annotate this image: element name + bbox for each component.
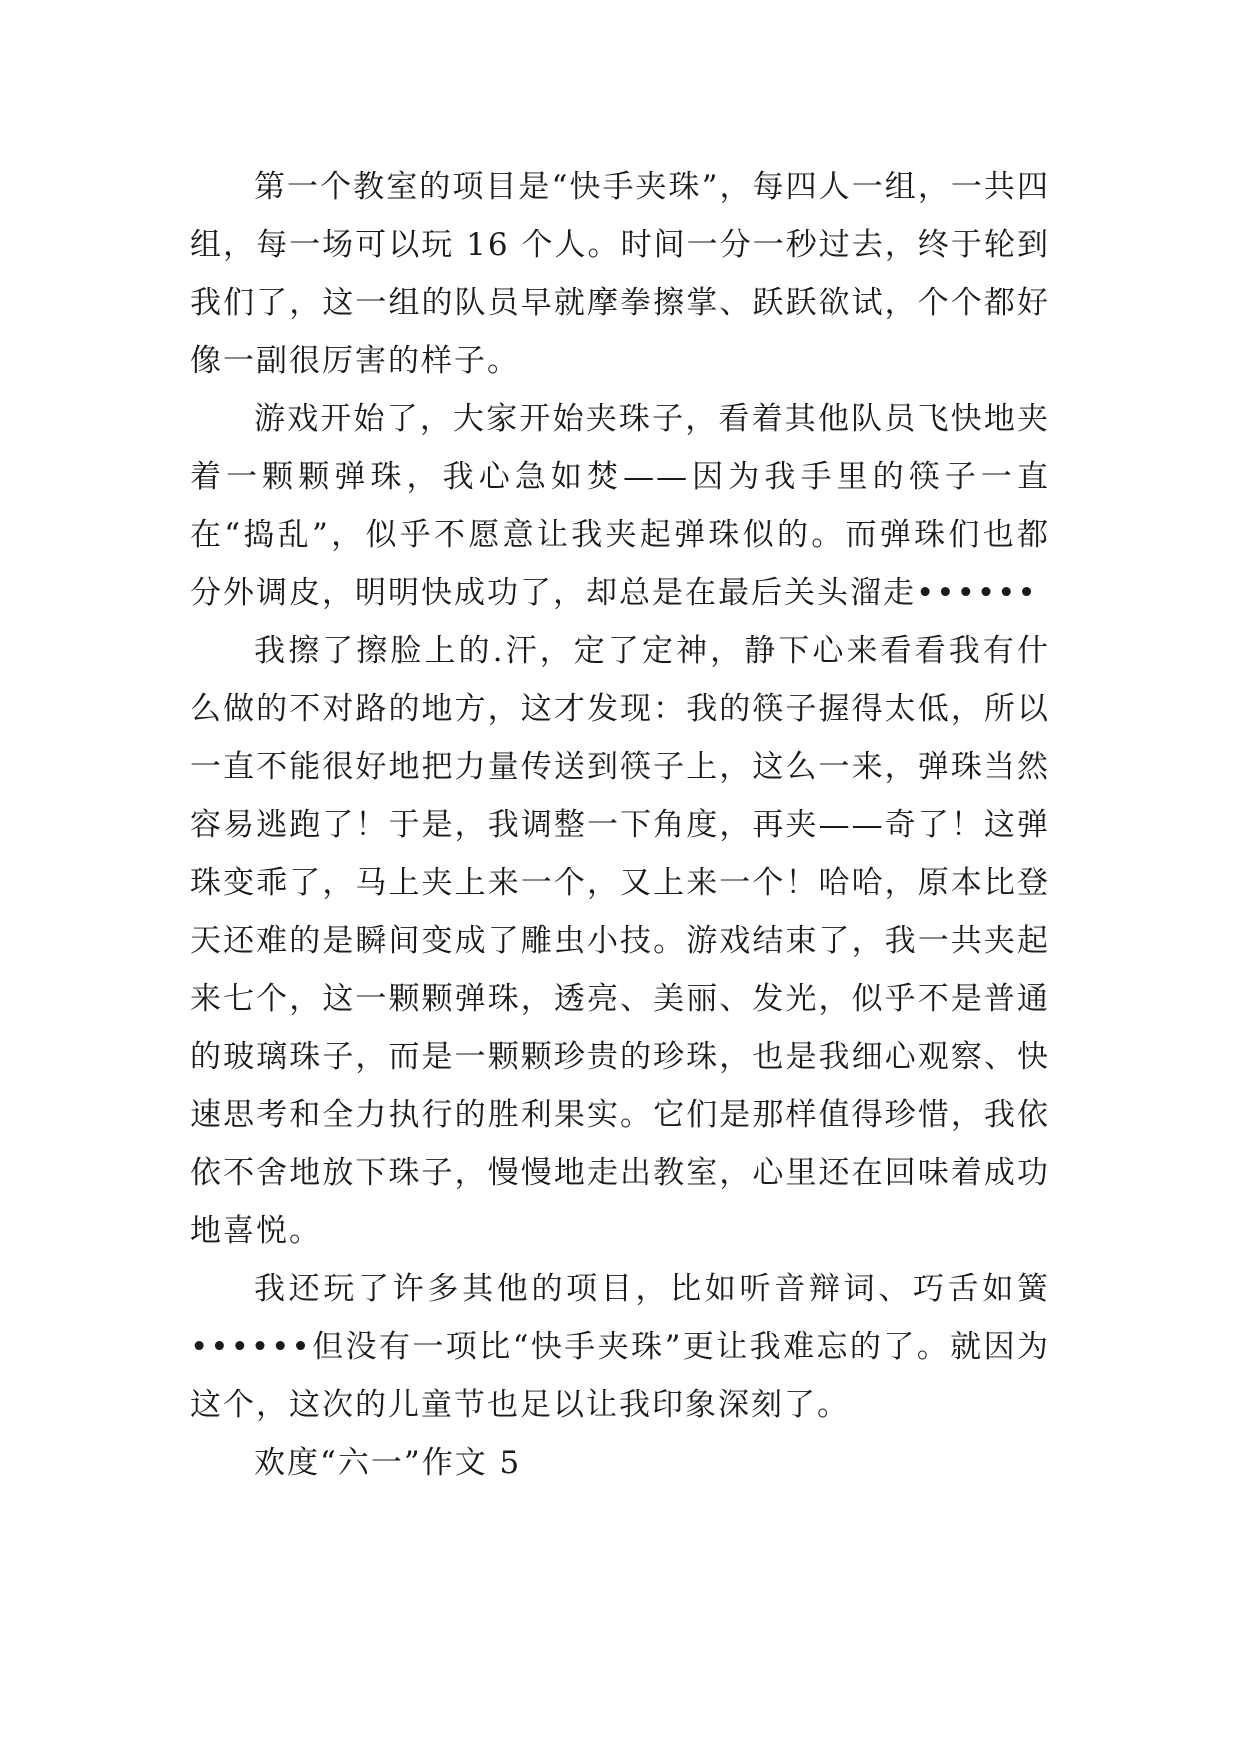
paragraph-3: 我擦了擦脸上的.汗，定了定神，静下心来看看我有什么做的不对路的地方，这才发现：我的筷子握得太低，所以一直不能很好地把力量传送到筷子上，这么一来，弹珠当然容易逃跑了！于是，我调整一下角度，再夹——奇了！这弹珠变乖了，马上夹上来一个，又上来一个！哈哈，原本比登天还难的是瞬间变成了雕虫小技。游戏结束了，我一共夹起来七个，这一颗颗弹珠，透亮、美丽、发光，似乎不是普通的玻璃珠子，而是一颗颗珍贵的珍珠，也是我细心观察、快速思考和全力执行的胜利果实。它们是那样值得珍惜，我依依不舍地放下珠子，慢慢地走出教室，心里还在回味着成功地喜悦。 xyxy=(190,633,1050,1249)
paragraph-4: 我还玩了许多其他的项目，比如听音辩词、巧舌如簧••••••但没有一项比“快手夹珠”更让我难忘的了。就因为这个，这次的儿童节也足以让我印象深刻了。 xyxy=(190,1271,1050,1423)
section-heading: 欢度“六一”作文 5 xyxy=(254,1445,522,1481)
paragraph-1: 第一个教室的项目是“快手夹珠”，每四人一组，一共四组，每一场可以玩 16 个人。时间一分一秒过去，终于轮到我们了，这一组的队员早就摩拳擦掌、跃跃欲试，个个都好像一副很厉害的样子。 xyxy=(190,169,1050,379)
document-body xyxy=(190,158,1050,1492)
paragraph-2: 游戏开始了，大家开始夹珠子，看着其他队员飞快地夹着一颗颗弹珠，我心急如焚——因为我手里的筷子一直在“捣乱”，似乎不愿意让我夹起弹珠似的。而弹珠们也都分外调皮，明明快成功了，却总是在最后关头溜走•••••• xyxy=(190,401,1050,611)
